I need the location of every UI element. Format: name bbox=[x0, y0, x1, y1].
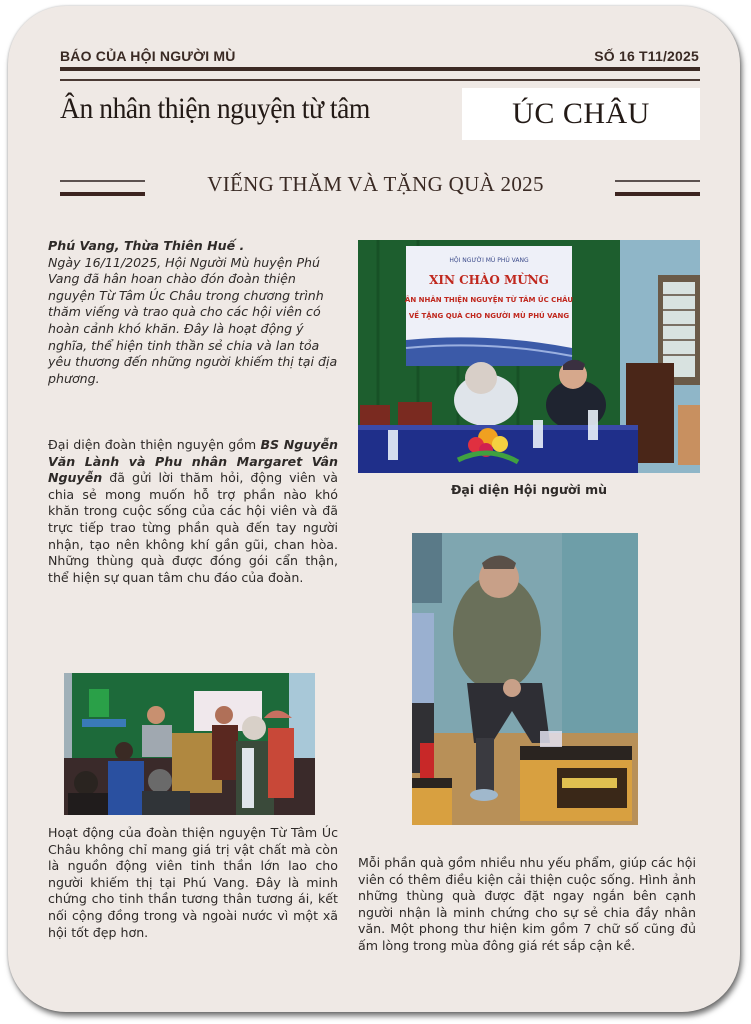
article-paragraph-2 bbox=[48, 437, 338, 586]
article-column-left-bottom bbox=[48, 825, 338, 949]
article-paragraph-4: Mỗi phần quà gồm nhiều nhu yếu phẩm, giúp các hội viên có thêm điều kiện cải thiện cuộc sống. Hình ảnh những thùng quà được đặt ngay ngắn bên cạnh người nhận là minh chứng cho sự sẻ chia đầy nhân văn. Một phong thư hiện kim gồm 7 chữ số cũng đủ ấm lòng trong mùa đông giá rét sắp cận kề. bbox=[358, 855, 696, 953]
paragraph-2-suffix: đã gửi lời thăm hỏi, động viên và chia sẻ mong muốn hỗ trợ phần nào khó khăn trong cuộc sống của các hội viên và đã trực tiếp trao từng phần quà đến tay người nhận, tạo nên không khí gần gũi, chan hòa. Những thùng quà được đóng gói cẩn thận, thể hiện sự quan tâm chu đáo của đoàn. bbox=[48, 470, 338, 585]
section-rule-right-thin bbox=[615, 180, 700, 182]
article-column-right-bottom bbox=[358, 855, 696, 963]
masthead-rule-thick bbox=[60, 67, 700, 71]
article-column-left-middle bbox=[48, 437, 338, 594]
publication-name: BÁO CỦA HỘI NGƯỜI MÙ bbox=[60, 48, 236, 64]
banner-line-1: XIN CHÀO MỪNG bbox=[429, 273, 549, 287]
dateline: Phú Vang, Thừa Thiên Huế . bbox=[48, 238, 245, 253]
photo-gift-recipient-image bbox=[412, 533, 638, 825]
photo-gift-recipient bbox=[412, 533, 638, 825]
masthead-rule-thin bbox=[60, 79, 700, 81]
headline-highlight bbox=[462, 88, 700, 140]
section-rule-right-thick bbox=[615, 192, 700, 196]
section-title: VIẾNG THĂM VÀ TẶNG QUÀ 2025 bbox=[207, 172, 544, 196]
headline-highlight-text: ÚC CHÂU bbox=[512, 97, 650, 130]
issue-number: SỐ 16 T11/2025 bbox=[594, 48, 699, 64]
photo-gift-handover bbox=[64, 673, 315, 815]
article-paragraph-1: Ngày 16/11/2025, Hội Người Mù huyện Phú Vang đã hân hoan chào đón đoàn thiện nguyện Từ Tâm Úc Châu trong chương trình thăm viếng và trao quà cho các hội viên có hoàn cảnh khó khăn. Đây là hoạt động ý nghĩa, thể hiện tinh thần sẻ chia và lan tỏa yêu thương đến những người khiếm thị tại địa phương. bbox=[48, 254, 338, 386]
headline: Ân nhân thiện nguyện từ tâm bbox=[60, 92, 370, 125]
photo-welcome-meeting-image bbox=[358, 240, 700, 473]
article-paragraph-3: Hoạt động của đoàn thiện nguyện Từ Tâm Úc Châu không chỉ mang giá trị vật chất mà còn là nguồn động viên tinh thần lớn lao cho người khiếm thị tại Phú Vang. Đây là minh chứng cho tinh thần tương thân tương ái, kết nối cộng đồng trong và ngoài nước vì một xã hội tốt đẹp hơn. bbox=[48, 825, 338, 940]
banner-org: HỘI NGƯỜI MÙ PHÚ VANG bbox=[449, 257, 529, 264]
article-column-left-top bbox=[48, 238, 338, 395]
banner-line-2: ÂN NHÂN THIỆN NGUYỆN TỪ TÂM ÚC CHÂU bbox=[404, 296, 574, 304]
banner-line-3: VỀ TẶNG QUÀ CHO NGƯỜI MÙ PHÚ VANG bbox=[408, 312, 570, 320]
photo-welcome-meeting bbox=[358, 240, 700, 473]
paragraph-2-prefix: Đại diện đoàn thiện nguyện gồm bbox=[48, 437, 261, 452]
donor-names: BS Nguyễn Văn Lành và Phu nhân Margaret Vân Nguyễn bbox=[48, 437, 339, 486]
photo-gift-handover-image bbox=[64, 673, 315, 815]
photo-caption: Đại diện Hội người mù bbox=[450, 482, 608, 497]
